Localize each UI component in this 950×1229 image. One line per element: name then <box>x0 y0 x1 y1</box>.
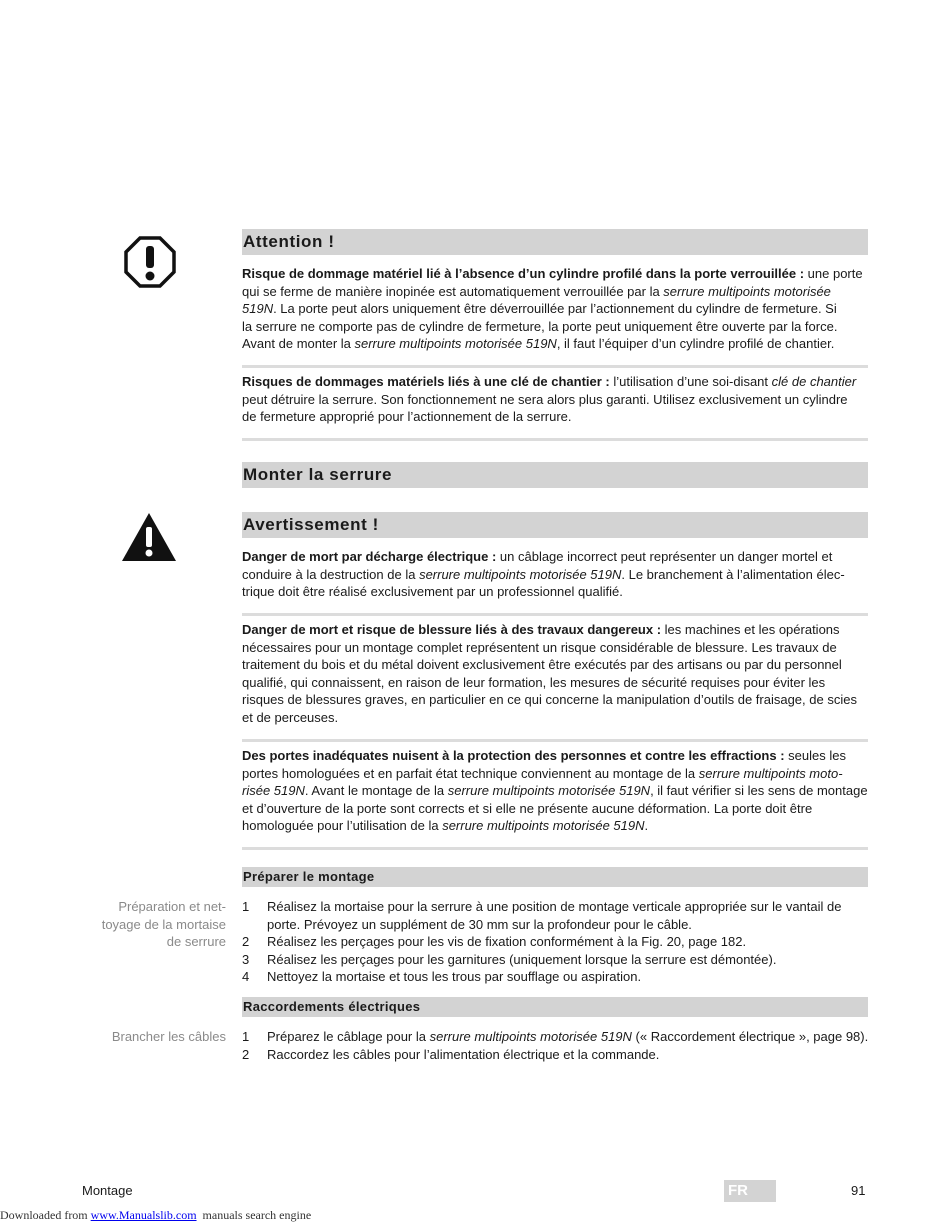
list-item: 2 Réalisez les perçages pour les vis de fixation conformément à la Fig. 20, page 182. <box>242 934 747 949</box>
divider <box>242 847 868 850</box>
warning-paragraph-1: Danger de mort par décharge électrique : un câblage incorrect peut représenter un danger mortel et conduire à la destruction de la serrure multipoints motorisée 519N. Le branchement à l’alimentation élec- trique doit être réalisé exclusivement par un professionnel qualifié. <box>242 549 845 599</box>
elec-steps <box>242 1028 872 1063</box>
divider <box>242 613 868 616</box>
attention-icon <box>124 236 176 288</box>
download-notice: Downloaded from www.Manualslib.com manuals search engine <box>0 1208 312 1222</box>
elec-heading: Raccordements électriques <box>242 997 868 1017</box>
footer-section-name: Montage <box>82 1183 133 1198</box>
prep-side-label: Préparation et net- toyage de la mortaise de serrure <box>101 899 226 949</box>
attention-paragraph-2: Risques de dommages matériels liés à une clé de chantier : l’utilisation d’une soi-disant clé de chantier peut détruire la serrure. Son fonctionnement ne sera alors plus garanti. Utilisez exclusivement un cylindre de fermeture approprié pour l’actionnement de la serrure. <box>242 374 857 424</box>
prep-heading: Préparer le montage <box>242 867 868 887</box>
attention-paragraph-1: Risque de dommage matériel lié à l’absence d’un cylindre profilé dans la porte verrouillée : une porte qui se ferme de manière inopinée est automatiquement verrouillée par la serrure multipoints motorisée 519N. La porte peut alors uniquement être déverrouillée par l’actionnement du cylindre de fermeture. Si la serrure ne comporte pas de cylindre de fermeture, la porte peut uniquement être ouverte par la force. Avant de monter la serrure multipoints motorisée 519N, il faut l’équiper d’un cylindre profilé de chantier. <box>242 266 863 351</box>
list-item: 1 Réalisez la mortaise pour la serrure à une position de montage verticale appropriée sur le vantail de porte. Prévoyez un supplément de 30 mm sur la profondeur pour le câble. <box>242 899 842 932</box>
divider <box>242 438 868 441</box>
attention-heading: Attention ! <box>242 229 868 255</box>
list-item: 1 Préparez le câblage pour la serrure multipoints motorisée 519N (« Raccordement électrique », page 98). <box>242 1029 869 1044</box>
section-heading: Monter la serrure <box>242 462 868 488</box>
warning-paragraph-3: Des portes inadéquates nuisent à la protection des personnes et contre les effractions : seules les portes homologuées et en parfait état technique conviennent au montage de la serrure multipoints moto- risée 519N. Avant le montage de la serrure multipoints motorisée 519N, il faut vérifier si les sens de montage et d’ouverture de la porte sont corrects et si elle ne présente aucune déformation. La porte doit être homologuée pour l’utilisation de la serrure multipoints motorisée 519N. <box>242 748 868 833</box>
warning-heading: Avertissement ! <box>242 512 868 538</box>
list-item: 3 Réalisez les perçages pour les garnitures (uniquement lorsque la serrure est démontée). <box>242 951 777 967</box>
divider <box>242 365 868 368</box>
language-badge: FR <box>724 1180 776 1202</box>
elec-side-label: Brancher les câbles <box>111 1029 226 1044</box>
manualslib-link[interactable]: www.Manualslib.com <box>90 1208 197 1222</box>
page-number: 91 <box>851 1183 866 1198</box>
warning-icon <box>120 511 178 563</box>
divider <box>242 739 868 742</box>
list-item: 2 Raccordez les câbles pour l’alimentation électrique et la commande. <box>242 1046 660 1062</box>
list-item: 4 Nettoyez la mortaise et tous les trous par soufflage ou aspiration. <box>242 969 642 984</box>
warning-paragraph-2: Danger de mort et risque de blessure liés à des travaux dangereux : les machines et les opérations nécessaires pour un montage complet représentent un risque considérable de blessure. Les travaux de traitement du bois et du métal doivent exclusivement être exécutés par des artisans ou par du personnel qualifié, qui connaissent, en raison de leur formation, les mesures de sécurité requises pour éviter les risques de blessures graves, en particulier en ce qui concerne la manipulation d’outils de fraisage, de scies et de perceuses. <box>242 622 857 725</box>
prep-steps <box>242 898 872 986</box>
